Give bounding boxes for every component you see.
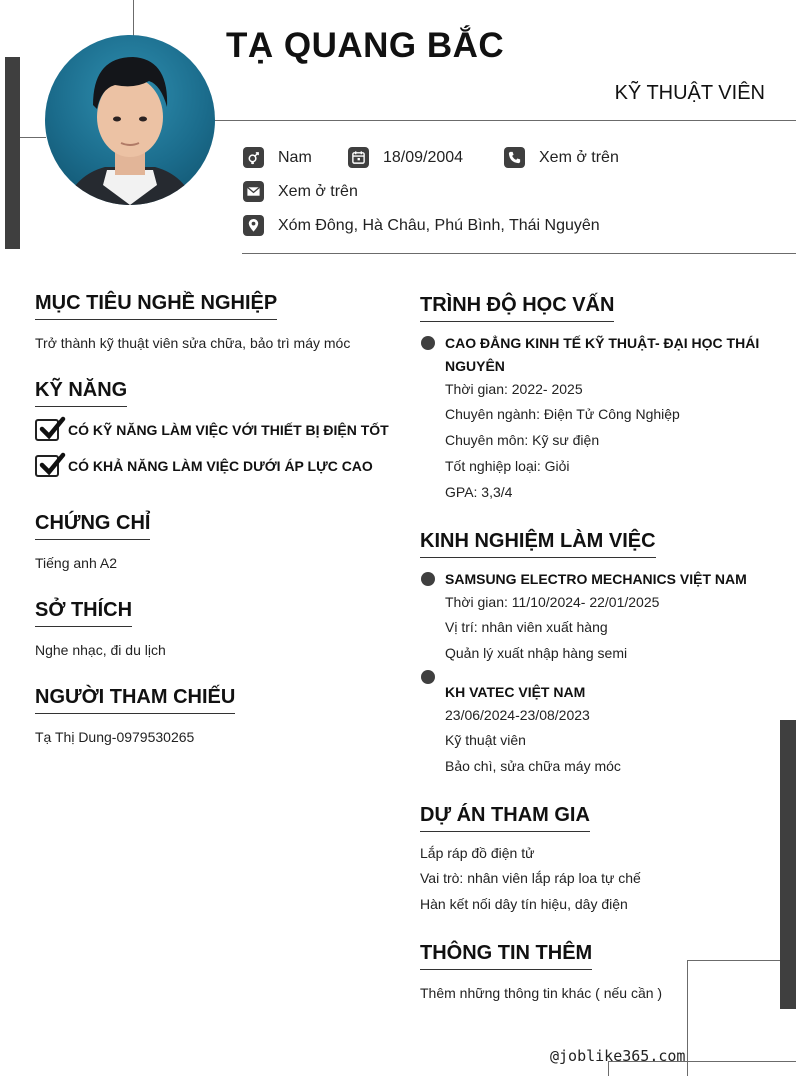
gender-icon <box>243 147 264 168</box>
birthday-value: 18/09/2004 <box>383 148 464 166</box>
checkbox-icon <box>35 455 59 477</box>
decor-line-horizontal-left <box>20 137 46 138</box>
left-decor-bar <box>5 57 20 249</box>
header-divider-top <box>215 120 796 121</box>
candidate-name: TẠ QUANG BẮC <box>226 26 505 65</box>
job-line: Kỹ thuật viên <box>445 732 526 748</box>
watermark: @joblike365.com <box>550 1047 686 1065</box>
extra-info-text: Thêm những thông tin khác ( nếu cần ) <box>420 985 663 1001</box>
address-value: Xóm Đông, Hà Châu, Phú Bình, Thái Nguyên <box>278 216 600 234</box>
education-line: GPA: 3,3/4 <box>445 484 513 500</box>
extra-info-title: THÔNG TIN THÊM <box>420 942 592 970</box>
objective-title: MỤC TIÊU NGHỀ NGHIỆP <box>35 292 277 320</box>
decor-box-left <box>687 960 688 1076</box>
gender-info <box>243 147 312 168</box>
hobbies-title: SỞ THÍCH <box>35 599 132 627</box>
email-icon <box>243 181 264 202</box>
education-line: Tốt nghiệp loại: Giỏi <box>445 458 570 474</box>
education-title: TRÌNH ĐỘ HỌC VẤN <box>420 294 614 322</box>
education-line: Chuyên môn: Kỹ sư điện <box>445 432 600 448</box>
header-divider-bottom <box>242 253 796 254</box>
job-line: 23/06/2024-23/08/2023 <box>445 707 590 723</box>
projects-title: DỰ ÁN THAM GIA <box>420 804 590 832</box>
phone-icon <box>504 147 525 168</box>
job-company: KH VATEC VIỆT NAM <box>445 684 586 700</box>
email-value: Xem ở trên <box>278 182 358 200</box>
education-line: Thời gian: 2022- 2025 <box>445 381 583 397</box>
phone-value: Xem ở trên <box>539 148 619 166</box>
certificates-text: Tiếng anh A2 <box>35 555 117 571</box>
job-line: Quản lý xuất nhập hàng semi <box>445 645 628 661</box>
right-decor-bar <box>780 720 796 1009</box>
experience-title: KINH NGHIỆM LÀM VIỆC <box>420 530 656 558</box>
decor-line-vertical-top <box>133 0 134 36</box>
job-bullet <box>421 572 435 586</box>
birthday-info <box>348 147 463 168</box>
skill-item <box>35 419 389 441</box>
education-line: Chuyên ngành: Điện Tử Công Nghiệp <box>445 406 680 422</box>
school-name-cont: NGUYÊN <box>445 358 505 374</box>
decor-box-top <box>687 960 780 961</box>
phone-info <box>504 147 619 168</box>
gender-value: Nam <box>278 148 312 166</box>
job-line: Thời gian: 11/10/2024- 22/01/2025 <box>445 594 660 610</box>
avatar <box>45 35 215 205</box>
education-bullet <box>421 336 435 350</box>
job-line: Vị trí: nhân viên xuất hàng <box>445 619 608 635</box>
skill-label: CÓ KHẢ NĂNG LÀM VIỆC DƯỚI ÁP LỰC CAO <box>68 458 373 474</box>
location-icon <box>243 215 264 236</box>
email-info <box>243 181 358 202</box>
skills-title: KỸ NĂNG <box>35 379 127 407</box>
job-bullet <box>421 670 435 684</box>
certificates-title: CHỨNG CHỈ <box>35 512 150 540</box>
objective-text: Trở thành kỹ thuật viên sửa chữa, bảo trì máy móc <box>35 335 351 351</box>
checkbox-icon <box>35 419 59 441</box>
job-line: Bảo chì, sửa chữa máy móc <box>445 758 621 774</box>
project-line: Lắp ráp đồ điện tử <box>420 845 535 861</box>
skill-item <box>35 455 373 477</box>
job-company: SAMSUNG ELECTRO MECHANICS VIỆT NAM <box>445 571 747 587</box>
school-name: CAO ĐẲNG KINH TẾ KỸ THUẬT- ĐẠI HỌC THÁI <box>445 335 760 351</box>
job-title: KỸ THUẬT VIÊN <box>614 82 765 104</box>
reference-title: NGƯỜI THAM CHIẾU <box>35 686 235 714</box>
calendar-icon <box>348 147 369 168</box>
reference-text: Tạ Thị Dung-0979530265 <box>35 729 195 745</box>
project-line: Hàn kết nối dây tín hiệu, dây điện <box>420 896 628 912</box>
skill-label: CÓ KỸ NĂNG LÀM VIỆC VỚI THIẾT BỊ ĐIỆN TỐT <box>68 422 389 438</box>
hobbies-text: Nghe nhạc, đi du lịch <box>35 642 166 658</box>
project-line: Vai trò: nhân viên lắp ráp loa tự chế <box>420 870 641 886</box>
address-info <box>243 215 600 236</box>
